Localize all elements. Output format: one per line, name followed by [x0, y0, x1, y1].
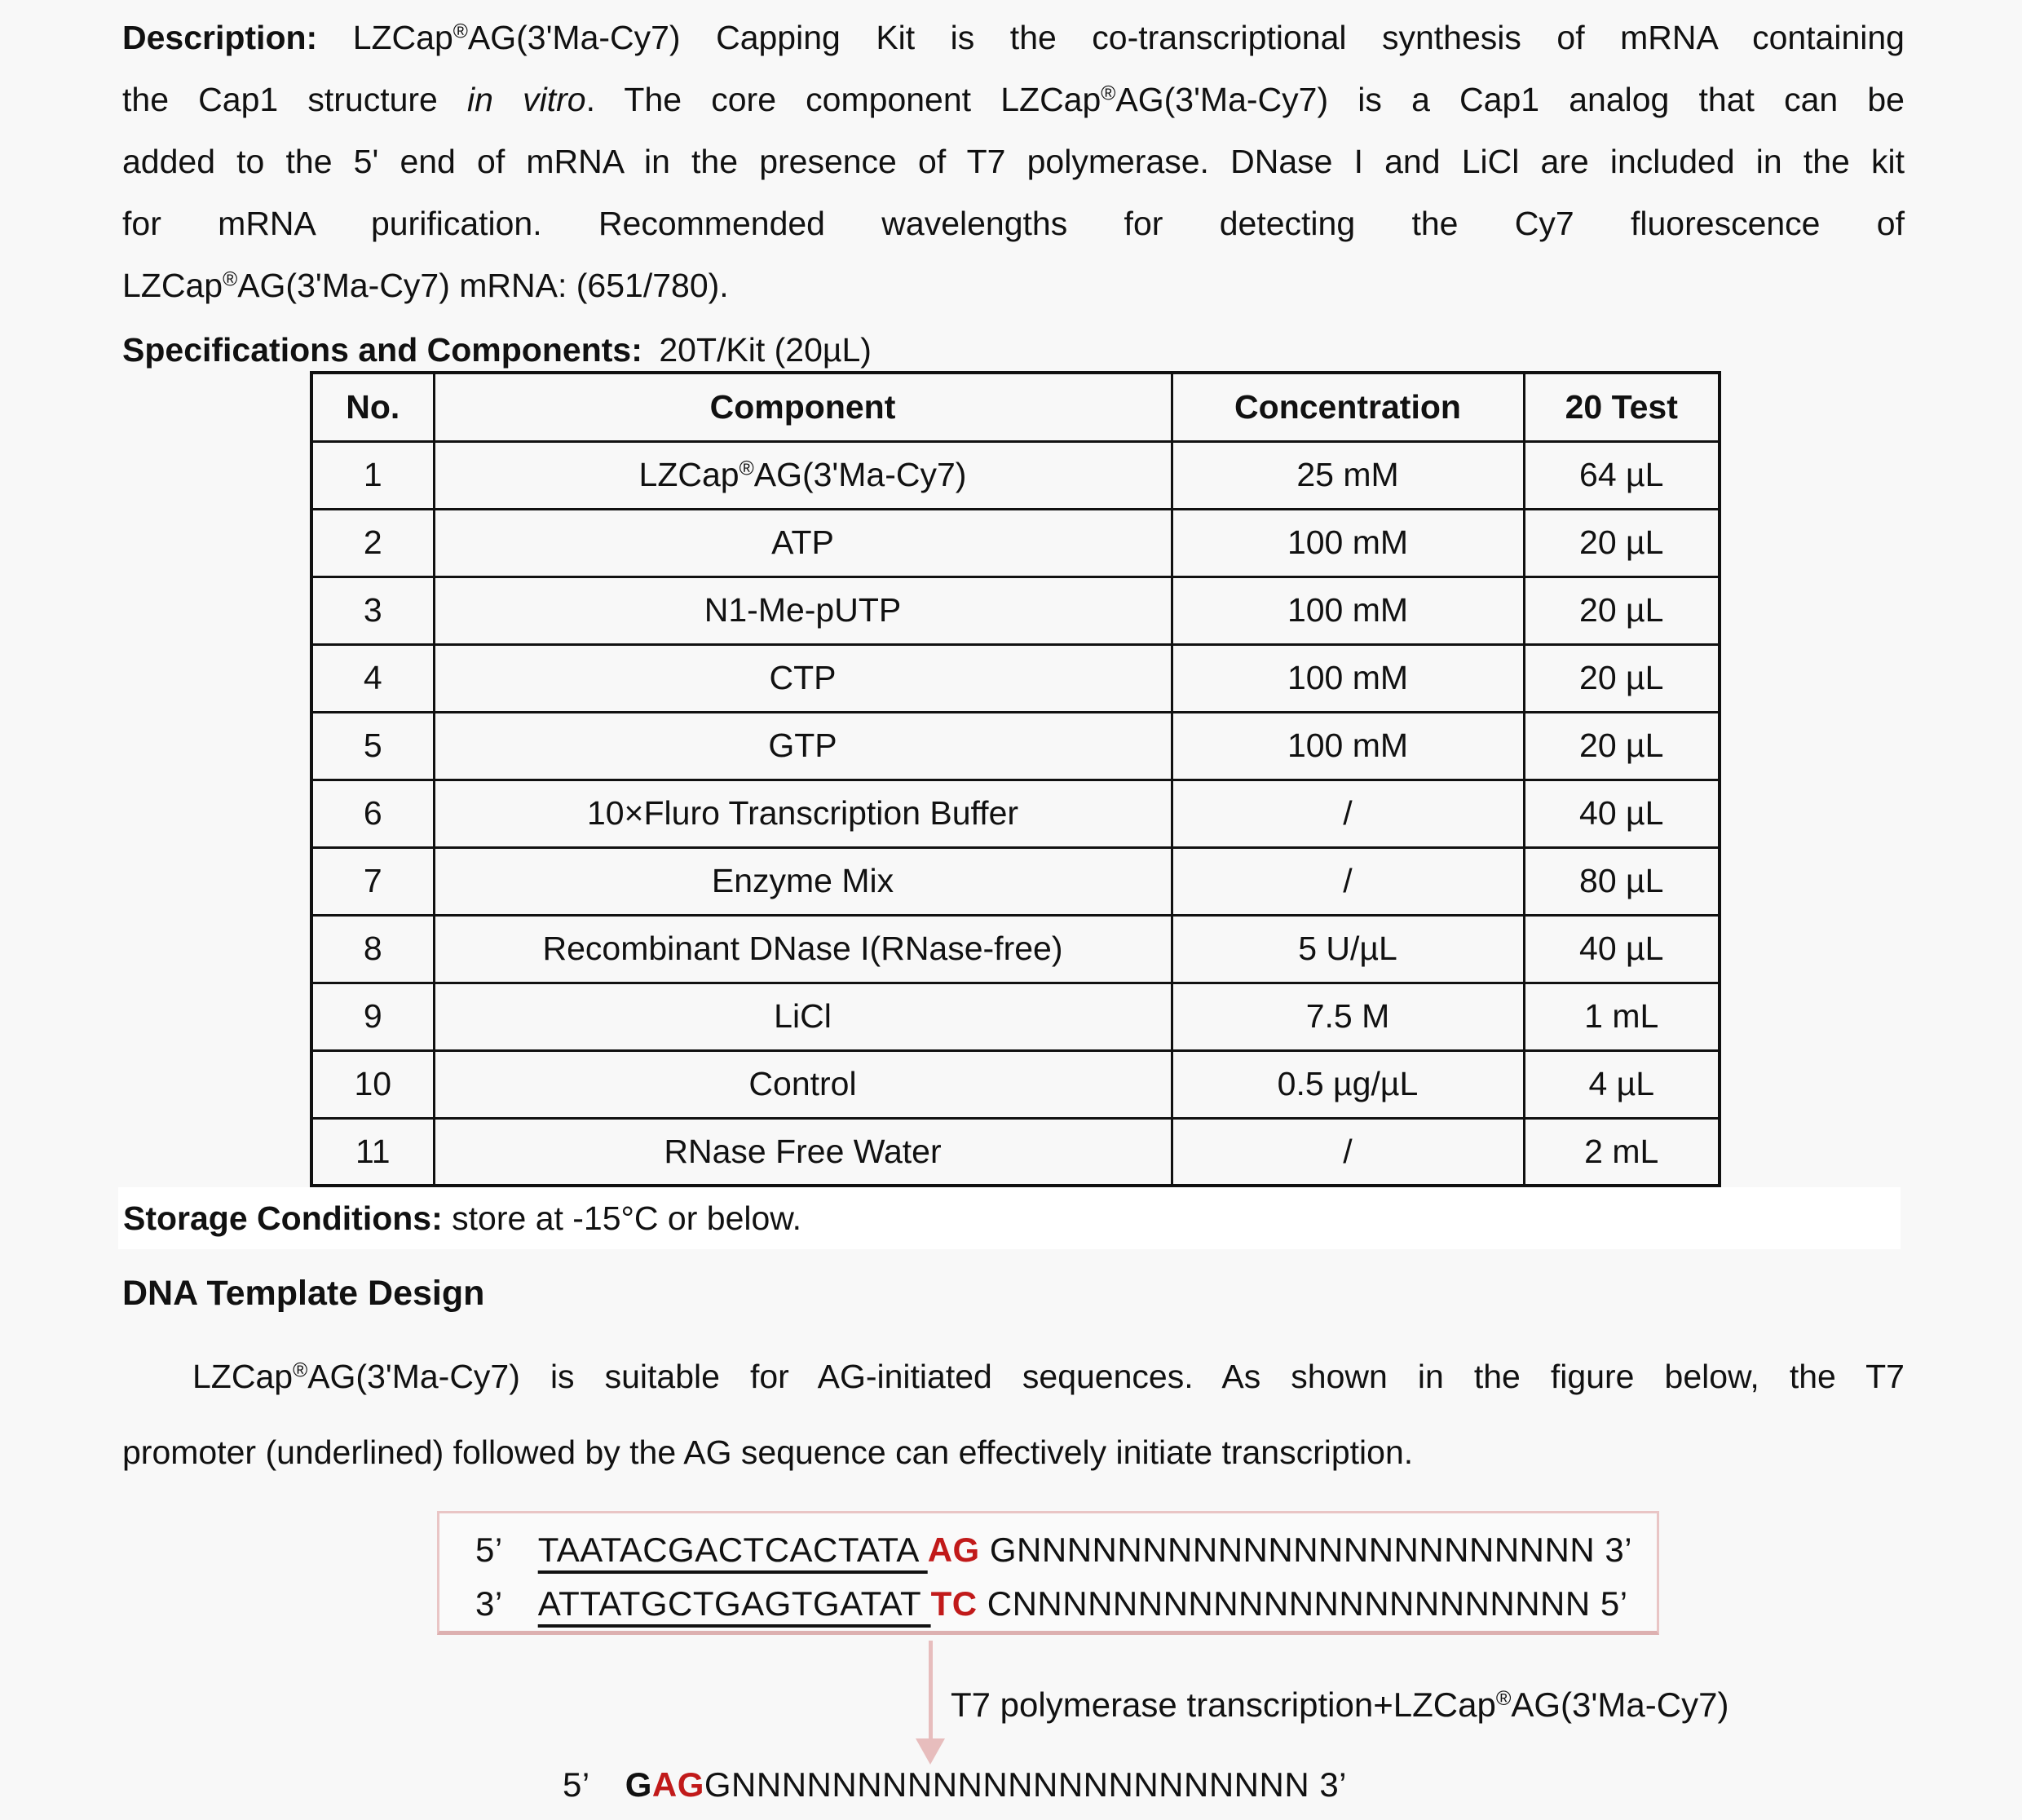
text-segment: G: [625, 1765, 652, 1804]
text-segment: AG(3'Ma-Cy7): [1511, 1685, 1729, 1724]
text-segment: 0.5 µg/µL: [1277, 1065, 1419, 1102]
table-cell: [1172, 983, 1524, 1050]
text-segment: added to the 5' end of mRNA in the presence of T7 polymerase. DNase I and LiCl are included in the kit: [122, 143, 1905, 180]
t7-transcription-label: [951, 1681, 1728, 1729]
table-cell: [1172, 1050, 1524, 1118]
storage-conditions-banner: [118, 1187, 1901, 1249]
table-header-cell: [434, 373, 1172, 441]
text-segment: LZCap: [352, 19, 453, 56]
text-segment: AG: [651, 1765, 704, 1804]
table-cell: [1172, 1118, 1524, 1186]
table-row: [311, 509, 1720, 576]
product-mrna-sequence: [563, 1760, 1347, 1810]
text-line: [122, 1415, 1905, 1491]
table-cell: [1172, 509, 1524, 576]
text-segment: store at -15°C or below.: [442, 1199, 802, 1237]
components-table-container: [310, 371, 1721, 1187]
table-cell: [1524, 509, 1720, 576]
text-segment: /: [1343, 794, 1353, 832]
table-header-cell: [1172, 373, 1524, 441]
text-segment: N1-Me-pUTP: [704, 591, 902, 629]
text-segment: 20 µL: [1579, 659, 1664, 696]
table-row: [311, 644, 1720, 712]
text-segment: 10: [354, 1065, 392, 1102]
table-cell: [1524, 1050, 1720, 1118]
text-line: [122, 130, 1905, 192]
text-segment: LiCl: [774, 997, 832, 1035]
text-segment: /: [1343, 1132, 1353, 1170]
table-cell: [434, 644, 1172, 712]
table-cell: [1172, 644, 1524, 712]
table-cell: [311, 847, 434, 915]
text-segment: LZCap: [638, 456, 739, 493]
text-segment: 4 µL: [1588, 1065, 1655, 1102]
table-header-cell: [1524, 373, 1720, 441]
text-segment: [642, 331, 660, 369]
text-segment: AG(3'Ma-Cy7) mRNA: (651/780).: [237, 267, 729, 304]
text-segment: ®: [1495, 1687, 1512, 1711]
text-segment: 3: [363, 591, 382, 629]
text-segment: ATTATGCTGAGTGATAT: [537, 1584, 931, 1623]
table-cell: [1172, 847, 1524, 915]
text-segment: 20 µL: [1579, 727, 1664, 764]
table-row: [311, 983, 1720, 1050]
text-segment: CTP: [769, 659, 837, 696]
text-segment: AG: [927, 1531, 980, 1569]
table-cell: [311, 576, 434, 644]
text-segment: Enzyme Mix: [711, 862, 894, 899]
table-row: [311, 915, 1720, 983]
text-segment: 20T/Kit (20µL): [659, 331, 872, 369]
antisense-strand-sequence: [475, 1577, 1657, 1631]
text-segment: 100 mM: [1287, 591, 1409, 629]
text-segment: GNNNNNNNNNNNNNNNNNNNNNNN 3’: [704, 1765, 1348, 1804]
text-segment: ®: [293, 1359, 308, 1382]
text-segment: No.: [346, 387, 400, 426]
text-segment: 1 mL: [1584, 997, 1659, 1035]
text-segment: Component: [709, 387, 896, 426]
text-segment: /: [1343, 862, 1353, 899]
table-cell: [434, 1118, 1172, 1186]
table-cell: [434, 983, 1172, 1050]
table-cell: [1524, 1118, 1720, 1186]
table-cell: [311, 915, 434, 983]
table-row: [311, 441, 1720, 509]
text-segment: Description:: [122, 19, 353, 56]
text-line: [122, 1339, 1905, 1415]
table-cell: [1524, 847, 1720, 915]
text-segment: 100 mM: [1287, 523, 1409, 561]
down-arrow-line: [929, 1641, 933, 1740]
text-segment: 20 Test: [1565, 387, 1678, 426]
table-cell: [1524, 780, 1720, 847]
text-segment: RNase Free Water: [664, 1132, 942, 1170]
text-segment: . The core component LZCap: [585, 81, 1102, 118]
text-segment: 10×Fluro Transcription Buffer: [586, 794, 1019, 832]
text-segment: ®: [1101, 82, 1116, 105]
table-row: [311, 712, 1720, 780]
table-row: [311, 576, 1720, 644]
table-cell: [1172, 576, 1524, 644]
text-segment: 7: [363, 862, 382, 899]
text-segment: 8: [363, 930, 382, 967]
text-segment: Storage Conditions:: [123, 1199, 443, 1237]
text-segment: 9: [363, 997, 382, 1035]
table-cell: [434, 509, 1172, 576]
text-segment: 5’: [563, 1765, 625, 1804]
text-segment: 5: [363, 727, 382, 764]
text-segment: 5’: [475, 1531, 538, 1569]
table-cell: [1172, 441, 1524, 509]
text-segment: AG(3'Ma-Cy7) is suitable for AG-initiated sequences. As shown in the figure below, the T7: [307, 1358, 1905, 1395]
text-segment: 3’: [475, 1584, 538, 1623]
text-segment: 40 µL: [1579, 930, 1664, 967]
text-segment: 20 µL: [1579, 591, 1664, 629]
text-segment: CNNNNNNNNNNNNNNNNNNNNNNN 5’: [977, 1584, 1628, 1623]
text-line: [122, 192, 1905, 254]
text-segment: 25 mM: [1296, 456, 1399, 493]
text-segment: 80 µL: [1579, 862, 1664, 899]
text-segment: 7.5 M: [1305, 997, 1390, 1035]
text-segment: 2: [363, 523, 382, 561]
text-segment: 20 µL: [1579, 523, 1664, 561]
table-cell: [311, 983, 434, 1050]
table-cell: [311, 1050, 434, 1118]
table-cell: [311, 644, 434, 712]
table-cell: [311, 780, 434, 847]
text-segment: ATP: [771, 523, 834, 561]
text-line: [122, 254, 1905, 316]
text-segment: 64 µL: [1579, 456, 1664, 493]
table-cell: [434, 1050, 1172, 1118]
text-segment: 1: [363, 456, 382, 493]
text-segment: ®: [453, 20, 468, 43]
table-row: [311, 1118, 1720, 1186]
table-cell: [1524, 644, 1720, 712]
text-segment: ®: [739, 457, 754, 480]
text-segment: TAATACGACTCACTATA: [537, 1531, 928, 1569]
text-segment: Specifications and Components:: [122, 331, 642, 369]
table-row: [311, 780, 1720, 847]
text-segment: the Cap1 structure: [122, 81, 468, 118]
text-segment: 4: [363, 659, 382, 696]
table-cell: [1524, 915, 1720, 983]
table-cell: [1524, 712, 1720, 780]
text-segment: GNNNNNNNNNNNNNNNNNNNNNNN 3’: [979, 1531, 1633, 1569]
text-line: [122, 7, 1905, 68]
text-segment: GTP: [768, 727, 837, 764]
text-line: [122, 68, 1905, 130]
text-segment: ®: [223, 268, 238, 291]
text-segment: AG(3'Ma-Cy7) is a Cap1 analog that can be: [1115, 81, 1905, 118]
table-cell: [311, 509, 434, 576]
text-segment: for mRNA purification. Recommended wavelengths for detecting the Cy7 fluorescence of: [122, 205, 1905, 242]
specifications-heading-line: [122, 326, 1905, 373]
table-cell: [1524, 441, 1720, 509]
table-cell: [434, 847, 1172, 915]
components-table: [310, 371, 1721, 1187]
text-segment: 5 U/µL: [1298, 930, 1397, 967]
sense-strand-sequence: [475, 1523, 1657, 1577]
text-segment: Concentration: [1234, 387, 1461, 426]
table-row: [311, 1050, 1720, 1118]
text-segment: 6: [363, 794, 382, 832]
text-segment: LZCap: [192, 1358, 294, 1395]
text-segment: in vitro: [467, 81, 586, 118]
text-segment: 100 mM: [1287, 659, 1409, 696]
text-segment: promoter (underlined) followed by the AG sequence can effectively initiate transcription.: [122, 1433, 1414, 1471]
table-header-row: [311, 373, 1720, 441]
table-cell: [1524, 983, 1720, 1050]
text-segment: 40 µL: [1579, 794, 1664, 832]
text-segment: 2 mL: [1584, 1132, 1659, 1170]
table-cell: [1524, 576, 1720, 644]
table-cell: [311, 1118, 434, 1186]
dna-template-heading: DNA Template Design: [122, 1274, 485, 1313]
table-header-cell: [311, 373, 434, 441]
table-cell: [1172, 712, 1524, 780]
table-cell: [434, 576, 1172, 644]
table-cell: [434, 915, 1172, 983]
dna-template-paragraph: [122, 1339, 1905, 1491]
table-cell: [434, 712, 1172, 780]
table-cell: [1172, 915, 1524, 983]
table-cell: [311, 712, 434, 780]
dna-template-sequence-box: [437, 1511, 1659, 1635]
text-segment: TC: [930, 1584, 978, 1623]
text-segment: 100 mM: [1287, 727, 1409, 764]
text-segment: AG(3'Ma-Cy7) Capping Kit is the co-transcriptional synthesis of mRNA containing: [467, 19, 1905, 56]
text-segment: T7 polymerase transcription+LZCap: [951, 1685, 1496, 1724]
table-cell: [434, 441, 1172, 509]
text-segment: AG(3'Ma-Cy7): [753, 456, 967, 493]
description-paragraph: [122, 7, 1905, 316]
table-cell: [1172, 780, 1524, 847]
table-cell: [434, 780, 1172, 847]
text-segment: 11: [355, 1132, 391, 1170]
text-segment: Control: [748, 1065, 857, 1102]
table-cell: [311, 441, 434, 509]
text-segment: Recombinant DNase I(RNase-free): [542, 930, 1063, 967]
text-segment: LZCap: [122, 267, 223, 304]
table-row: [311, 847, 1720, 915]
